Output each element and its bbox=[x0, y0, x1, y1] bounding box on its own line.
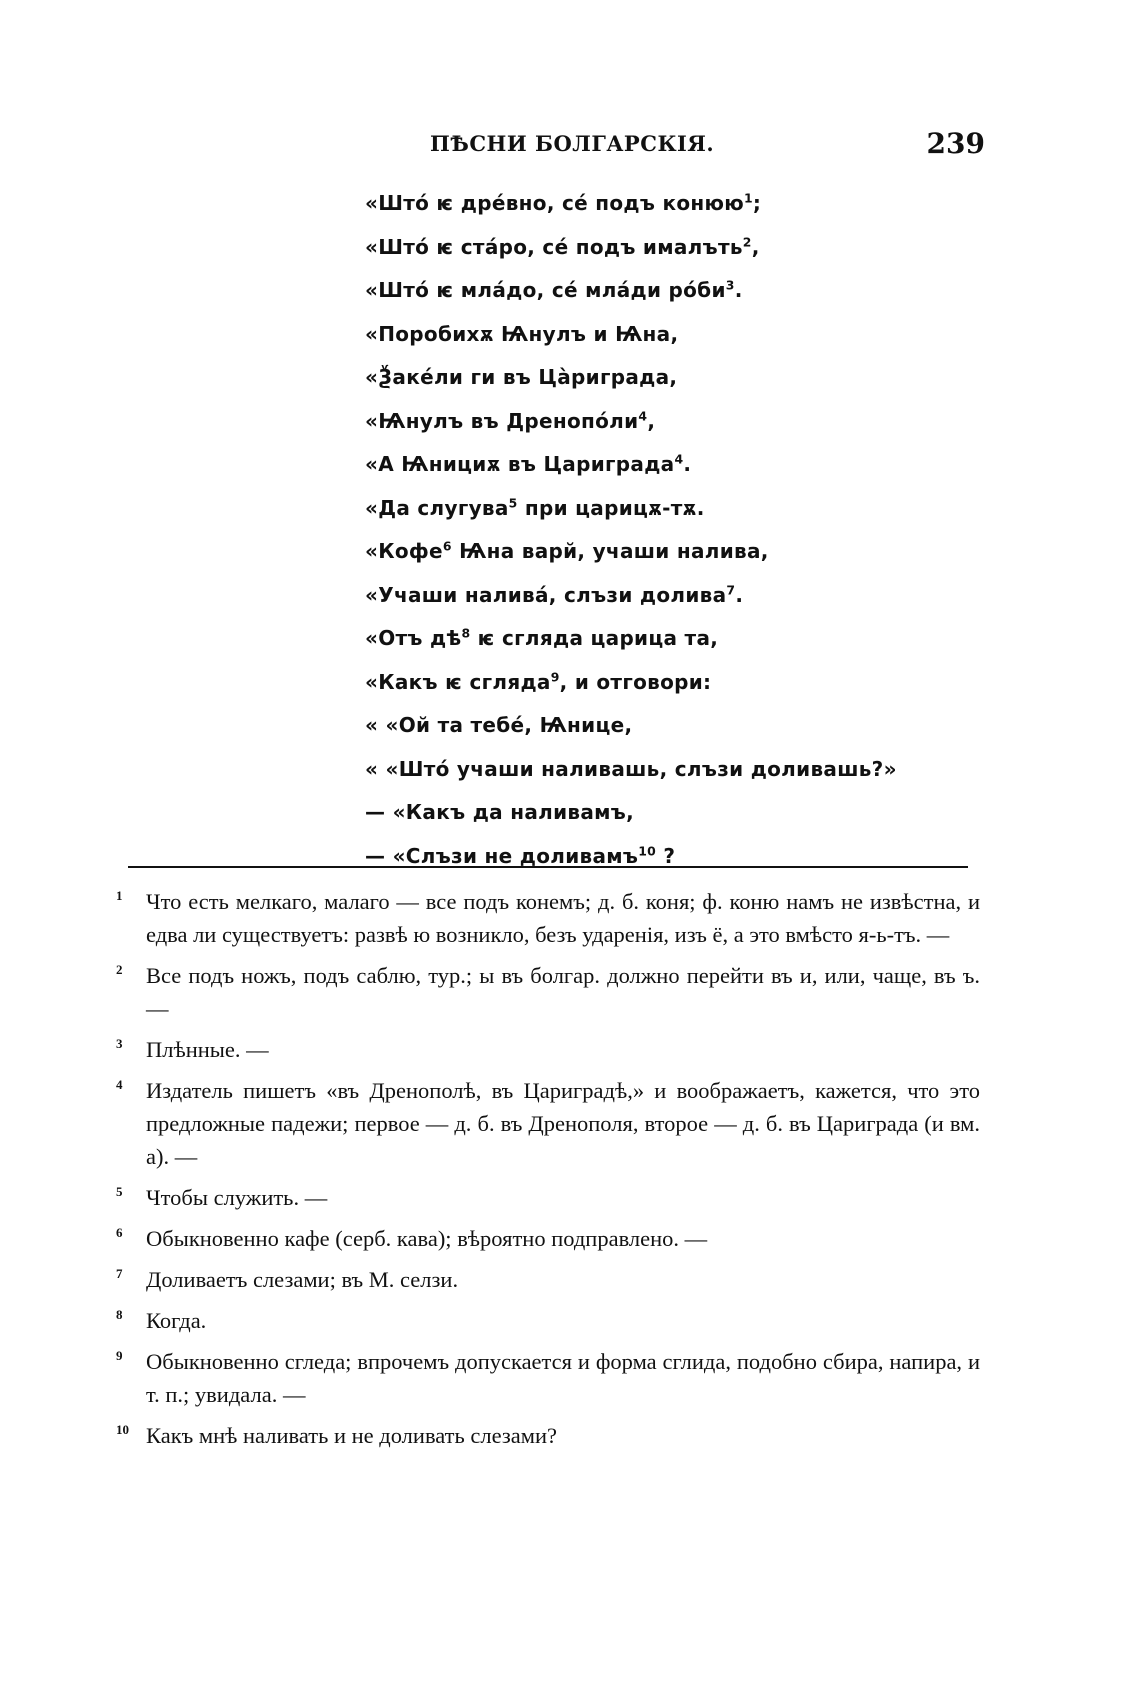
footnote bbox=[110, 959, 980, 1025]
verse-line: «Штó ѥ стáро, сé подъ ималъть$^2$, bbox=[365, 233, 760, 259]
footnote-marker: 9 bbox=[550, 668, 560, 684]
footnote-text: Обыкновенно кафе (серб. кава); вѣроятно подправлено. — bbox=[146, 1226, 708, 1251]
footnote bbox=[110, 1074, 980, 1173]
footnote-text: Доливаетъ слезами; въ М. селзи. bbox=[146, 1267, 459, 1292]
verse-line: « «Штó учаши наливашь, слъзи доливашь?» bbox=[365, 756, 897, 781]
footnote-number: 2 bbox=[116, 962, 123, 977]
footnote-text: Какъ мнѣ наливать и не доливать слезами? bbox=[146, 1423, 558, 1448]
footnote bbox=[110, 1181, 980, 1214]
footnote-number: 9 bbox=[116, 1348, 123, 1363]
footnote-text: Чтобы служить. — bbox=[146, 1185, 328, 1210]
page-number: 239 bbox=[926, 127, 985, 160]
footnote-number: 6 bbox=[116, 1225, 123, 1240]
footnote bbox=[110, 885, 980, 951]
footnote-number: 8 bbox=[116, 1307, 123, 1322]
verse-line: «Ѩнулъ въ Дренопóли$^4$, bbox=[365, 407, 656, 433]
verse-line: «Поробихѫ Ѩнулъ и Ѩна, bbox=[365, 321, 679, 346]
footnote bbox=[110, 1263, 980, 1296]
verse-line: «А Ѩнициѫ въ Цариграда$^4$. bbox=[365, 451, 692, 476]
footnote-text: Когда. bbox=[146, 1308, 207, 1333]
verse-line: «Какъ ѥ сгляда$^9$, и отговори: bbox=[365, 668, 712, 694]
poem-block bbox=[365, 182, 925, 878]
footnote bbox=[110, 1345, 980, 1411]
footnote-marker: 3 bbox=[725, 277, 735, 293]
footnote-text: Что есть мелкаго, малаго — все подъ конемъ; д. б. коня; ф. коню намъ не извѣстна, и едва ли существуетъ: развѣ ю возникло, безъ ударенія, изъ ё, а это вмѣсто я-ь-тъ. — bbox=[146, 889, 980, 947]
running-title: ПѢСНИ БОЛГАРСКІЯ. bbox=[430, 131, 715, 156]
verse-line: «Штó ѥ дрéвно, сé подъ конюю$^1$; bbox=[365, 190, 762, 215]
footnote bbox=[110, 1419, 980, 1452]
footnote-marker: 1 bbox=[744, 190, 753, 206]
footnote-number: 4 bbox=[116, 1077, 123, 1092]
page-header bbox=[430, 127, 985, 167]
footnote-marker: 7 bbox=[726, 581, 736, 597]
footnote-number: 5 bbox=[116, 1184, 123, 1199]
footnote bbox=[110, 1222, 980, 1255]
footnotes-section bbox=[110, 885, 980, 1460]
footnote-text: Плѣнные. — bbox=[146, 1037, 269, 1062]
footnote-number: 1 bbox=[116, 888, 123, 903]
footnote-text: Издатель пишетъ «въ Дренополѣ, въ Цариградѣ,» и воображаетъ, кажется, что это предложные падежи; первое — д. б. въ Дренополя, второе — д. б. въ Цариграда (и вм. а). — bbox=[146, 1078, 980, 1169]
footnote-marker: 5 bbox=[508, 494, 518, 510]
verse-line: « «Ой та тебé, Ѩнице, bbox=[365, 713, 633, 737]
footnote bbox=[110, 1304, 980, 1337]
footnote-divider bbox=[128, 866, 968, 868]
verse-line: — «Какъ да наливамъ, bbox=[365, 800, 635, 824]
footnote bbox=[110, 1033, 980, 1066]
verse-line: «Отъ $дѣ^8$ ѥ сгляда царица та, bbox=[365, 625, 719, 650]
footnote-marker: 4 bbox=[674, 451, 684, 467]
footnote-text: Обыкновенно сгледа; впрочемъ допускается и форма сглида, подобно сбира, напира, и т. п.; увидала. — bbox=[146, 1349, 980, 1407]
footnote-marker: 2 bbox=[742, 233, 752, 249]
verse-line: — «Слъзи не доливамъ$^{10}$ ? bbox=[365, 842, 676, 868]
footnote-marker: 6 bbox=[442, 538, 452, 554]
footnote-marker: 4 bbox=[638, 407, 648, 423]
verse-line: «Ѯакéли ги въ Цàриграда, bbox=[365, 365, 678, 389]
footnote-number: 7 bbox=[116, 1266, 123, 1281]
footnote-text: Все подъ ножъ, подъ саблю, тур.; ы въ болгар. должно перейти въ и, или, чаще, въ ъ. — bbox=[146, 963, 980, 1021]
footnote-marker: 10 bbox=[638, 842, 657, 858]
verse-line: «Да слугува$^5$ при царицѫ-тѫ. bbox=[365, 494, 705, 520]
verse-line: «Кофе$^6$ Ѩна варй, учаши налива, bbox=[365, 538, 769, 563]
verse-line: «Учаши наливá, слъзи долива$^7$. bbox=[365, 581, 744, 607]
footnote-number: 3 bbox=[116, 1036, 123, 1051]
verse-line: «Штó ѥ млáдо, сé млáди рóби$^3$. bbox=[365, 277, 743, 302]
footnote-marker: 8 bbox=[461, 625, 471, 641]
footnote-number: 10 bbox=[116, 1422, 129, 1437]
